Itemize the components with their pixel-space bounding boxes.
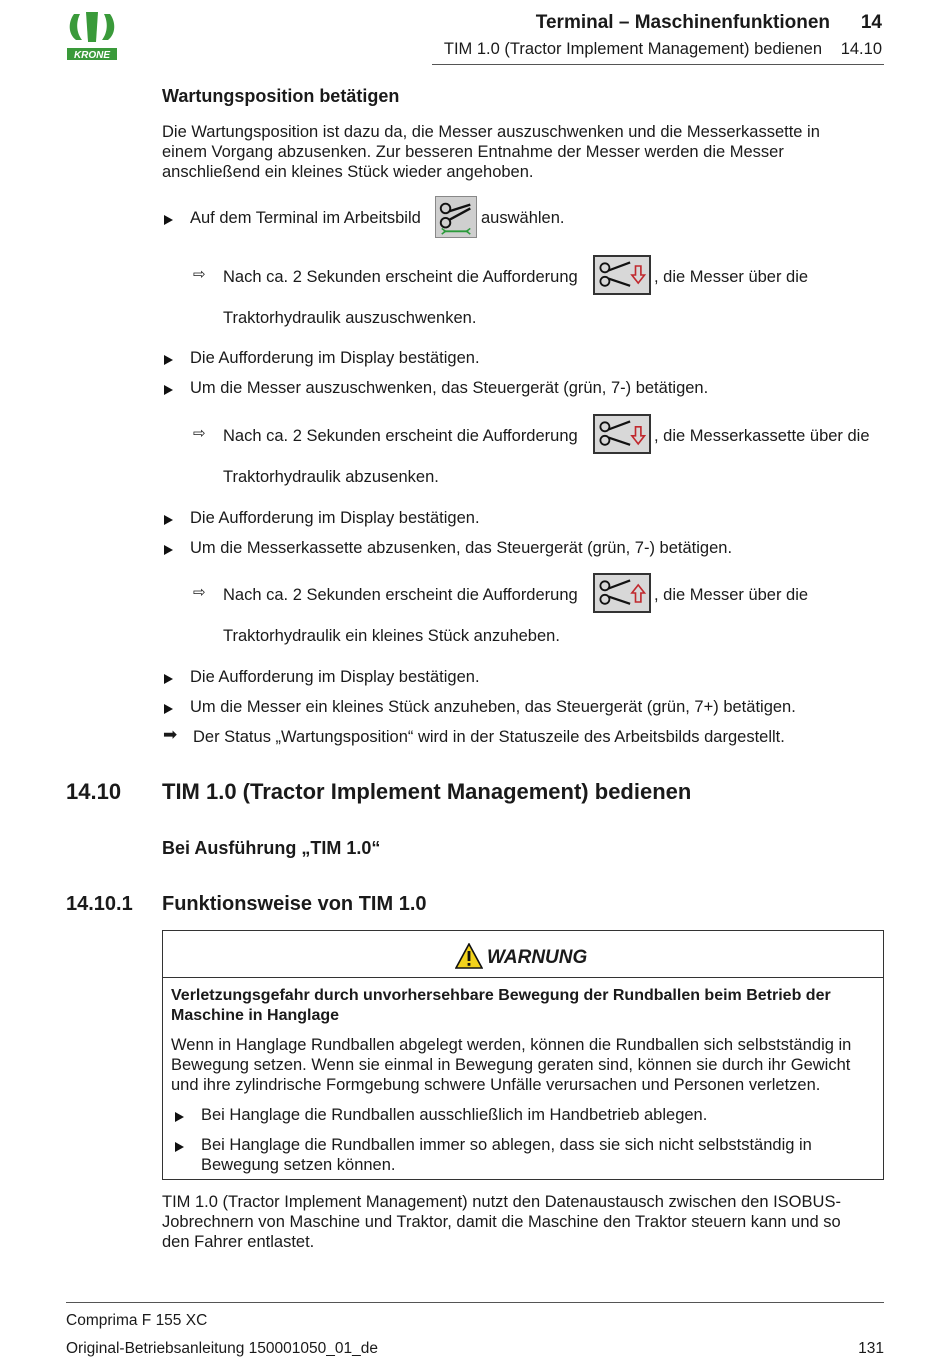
result-1-text-a: Nach ca. 2 Sekunden erscheint die Aufforderung bbox=[223, 268, 578, 286]
svg-text:KRONE: KRONE bbox=[73, 50, 111, 61]
krone-logo bbox=[64, 8, 120, 64]
result-3-text-b: , die Messer über die bbox=[654, 586, 809, 604]
step-bullet bbox=[164, 512, 173, 530]
warning-bullet bbox=[175, 1109, 184, 1127]
step-7-text: Um die Messer ein kleines Stück anzuheben, das Steuergerät (grün, 7+) betätigen. bbox=[190, 698, 796, 716]
step-1-text-a: Auf dem Terminal im Arbeitsbild bbox=[190, 209, 421, 227]
warning-label: WARNUNG bbox=[487, 947, 588, 968]
warning-bullet bbox=[175, 1139, 184, 1157]
section-header: TIM 1.0 (Tractor Implement Management) bedienen 14.10 bbox=[443, 40, 882, 58]
intro-paragraph: Die Wartungsposition ist dazu da, die Messer auszuschwenken und die Messerkassette in einem Vorgang abzusenken. Zur besseren Entnahme der Messer werden die Messer anschließend ein kleines Stück wieder angehoben. bbox=[162, 123, 820, 181]
scissors-lower-icon bbox=[593, 414, 651, 454]
result-1-text-c: Traktorhydraulik auszuschwenken. bbox=[223, 309, 477, 327]
step-5-text: Um die Messerkassette abzusenken, das Steuergerät (grün, 7-) betätigen. bbox=[190, 539, 733, 557]
result-3-text-a: Nach ca. 2 Sekunden erscheint die Aufforderung bbox=[223, 586, 578, 604]
subsection-title: Funktionsweise von TIM 1.0 bbox=[162, 893, 427, 915]
step-bullet bbox=[164, 701, 173, 719]
step-bullet bbox=[164, 671, 173, 689]
result-arrow-icon: ⇨ bbox=[193, 266, 206, 283]
chapter-number: 14 bbox=[860, 12, 882, 33]
scissors-wrench-icon[interactable] bbox=[435, 196, 477, 238]
header-divider bbox=[432, 64, 884, 65]
result-2-text-a: Nach ca. 2 Sekunden erscheint die Aufforderung bbox=[223, 427, 578, 445]
result-1-text-b: , die Messer über die bbox=[654, 268, 809, 286]
footer-model: Comprima F 155 XC bbox=[66, 1312, 208, 1329]
scissors-swing-out-icon bbox=[593, 255, 651, 295]
footer-doc-number: Original-Betriebsanleitung 150001050_01_de bbox=[66, 1340, 378, 1357]
scissors-raise-icon bbox=[593, 573, 651, 613]
result-arrow-icon: ⇨ bbox=[193, 584, 206, 601]
section-header-number: 14.10 bbox=[840, 40, 882, 58]
warning-title: Verletzungsgefahr durch unvorhersehbare Bewegung der Rundballen beim Betrieb der Maschine in Hanglage bbox=[171, 987, 831, 1024]
step-2-text: Die Aufforderung im Display bestätigen. bbox=[190, 349, 480, 367]
section-number: 14.10 bbox=[66, 779, 122, 804]
subheading-wartung: Wartungsposition betätigen bbox=[162, 86, 400, 106]
result-arrow-icon: ⇨ bbox=[193, 425, 206, 442]
step-bullet bbox=[164, 352, 173, 370]
result-2-text-c: Traktorhydraulik abzusenken. bbox=[223, 468, 439, 486]
tim-paragraph: TIM 1.0 (Tractor Implement Management) nutzt den Datenaustausch zwischen den ISOBUS- Jobrechnern von Maschine und Traktor, damit die Maschine den Traktor steuern kann und so den Fahrer entlastet. bbox=[162, 1193, 841, 1251]
chapter-title: Terminal – Maschinenfunktionen 14 bbox=[535, 12, 882, 33]
warning-triangle-icon bbox=[455, 943, 483, 969]
subsection-number: 14.10.1 bbox=[66, 893, 133, 915]
step-1-text-b: auswählen. bbox=[481, 209, 565, 227]
variant-heading: Bei Ausführung „TIM 1.0“ bbox=[162, 838, 381, 858]
warning-header bbox=[163, 931, 883, 978]
step-bullet bbox=[164, 542, 173, 560]
result-3-text-c: Traktorhydraulik ein kleines Stück anzuheben. bbox=[223, 627, 560, 645]
final-result-arrow-icon: ➡ bbox=[163, 725, 178, 744]
step-bullet bbox=[164, 382, 173, 400]
step-3-text: Um die Messer auszuschwenken, das Steuergerät (grün, 7-) betätigen. bbox=[190, 379, 709, 397]
step-bullet bbox=[164, 212, 173, 230]
warning-item-1: Bei Hanglage die Rundballen ausschließlich im Handbetrieb ablegen. bbox=[201, 1106, 708, 1124]
page-number: 131 bbox=[858, 1340, 884, 1357]
warning-box bbox=[162, 930, 884, 1180]
warning-body: Wenn in Hanglage Rundballen abgelegt werden, können die Rundballen sich selbstständig in Bewegung setzen. Wenn sie einmal in Bewegung geraten sind, können sie durch ihr Gewicht und ihre zylindrische Formgebung schwere Unfälle verursachen und Personen verletzen. bbox=[171, 1036, 852, 1094]
final-result-text: Der Status „Wartungsposition“ wird in der Statuszeile des Arbeitsbilds dargestellt. bbox=[193, 728, 785, 746]
step-6-text: Die Aufforderung im Display bestätigen. bbox=[190, 668, 480, 686]
result-2-text-b: , die Messerkassette über die bbox=[654, 427, 870, 445]
section-title: TIM 1.0 (Tractor Implement Management) bedienen bbox=[162, 779, 692, 804]
footer-divider bbox=[66, 1302, 884, 1303]
step-4-text: Die Aufforderung im Display bestätigen. bbox=[190, 509, 480, 527]
warning-item-2: Bei Hanglage die Rundballen immer so ablegen, dass sie sich nicht selbstständig in Bewegung setzen können. bbox=[201, 1136, 812, 1174]
